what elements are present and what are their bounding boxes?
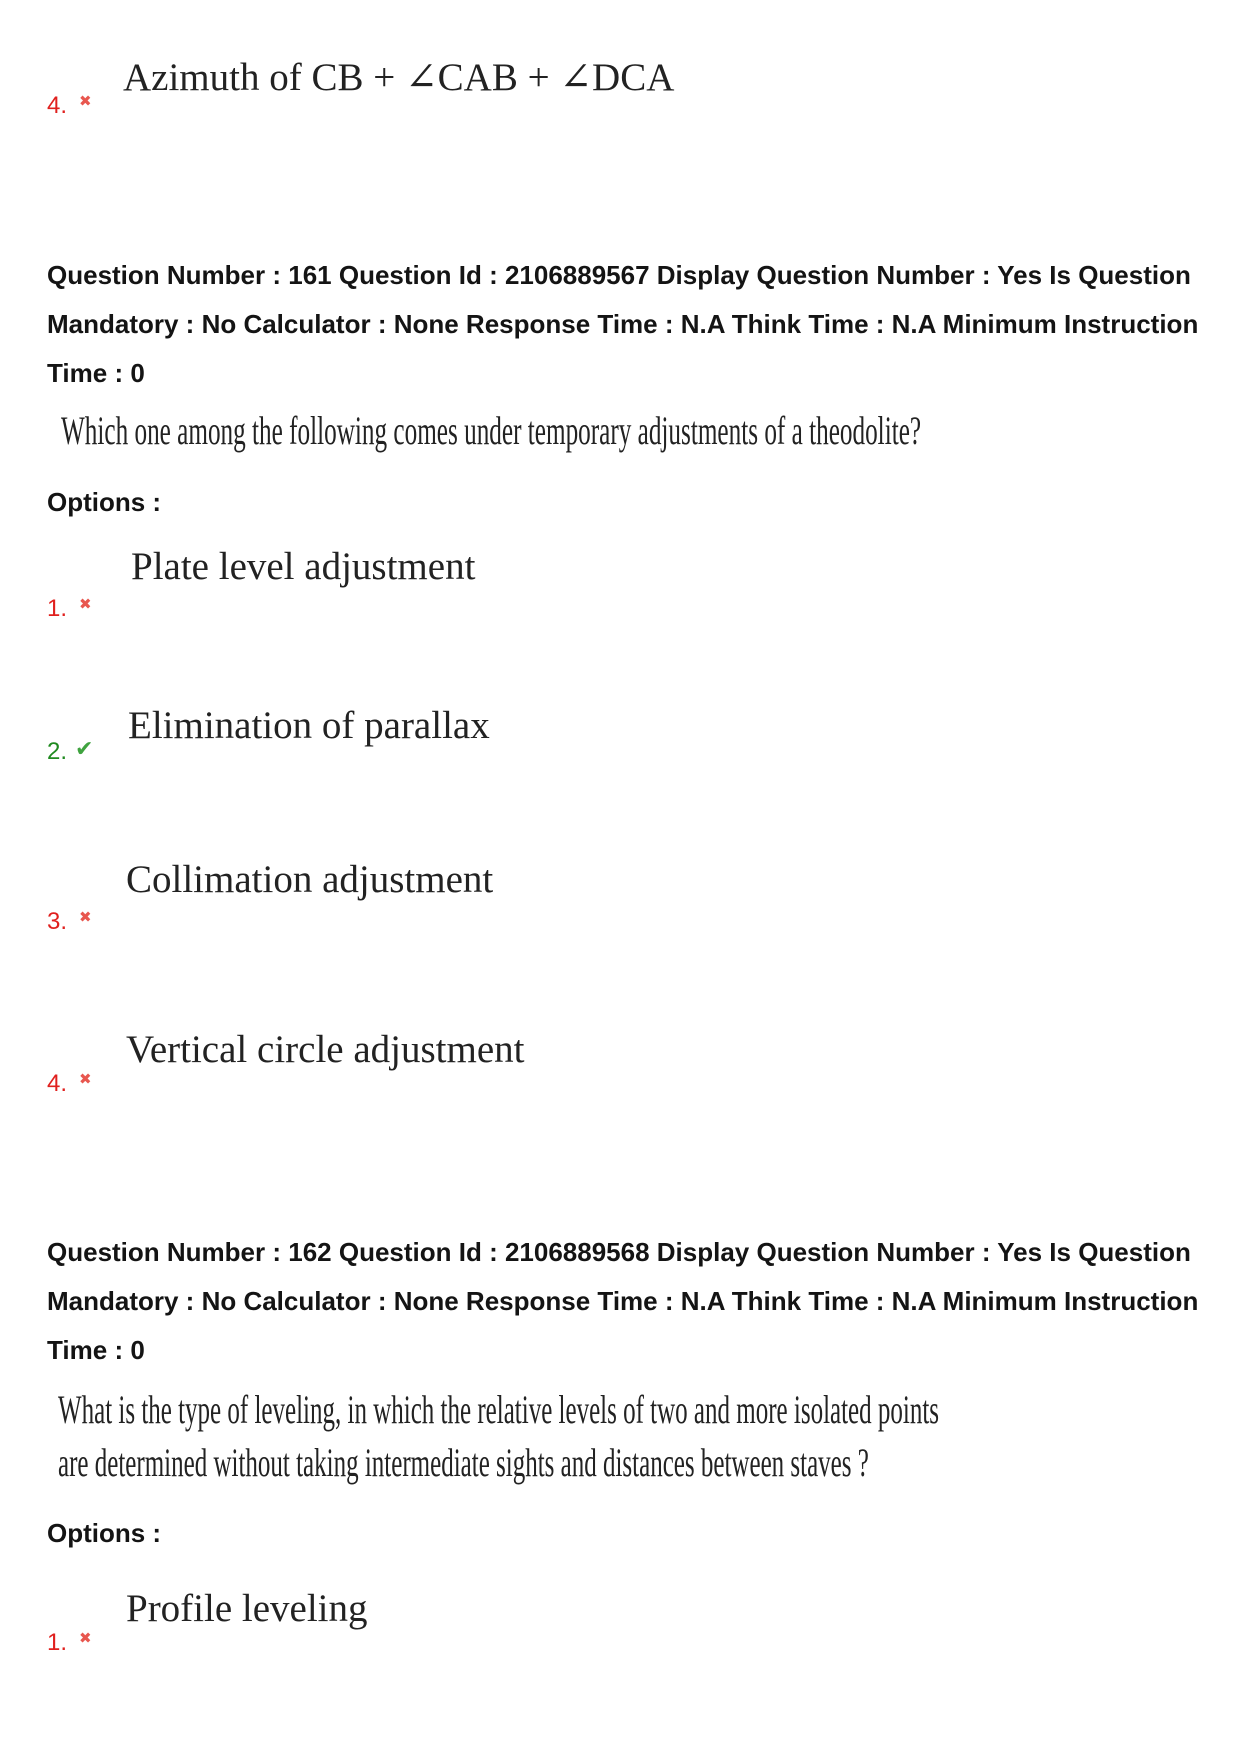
option-text: Vertical circle adjustment bbox=[126, 1028, 525, 1071]
option-text: Collimation adjustment bbox=[126, 858, 494, 901]
question-text-line: are determined without taking intermediate sights and distances between staves ? bbox=[58, 1440, 869, 1485]
option-label bbox=[47, 1070, 92, 1098]
options-heading: Options : bbox=[47, 1518, 162, 1548]
question-text-line: What is the type of leveling, in which the relative levels of two and more isolated points bbox=[58, 1387, 940, 1432]
question-text: Which one among the following comes under temporary adjustments of a theodolite? bbox=[61, 408, 922, 453]
option-label bbox=[47, 1629, 92, 1657]
question-header-line: Time : 0 bbox=[47, 358, 145, 388]
question-header-line: Mandatory : No Calculator : None Response Time : N.A Think Time : N.A Minimum Instruction bbox=[47, 309, 1199, 339]
cross-icon bbox=[79, 1631, 92, 1646]
option-text: Plate level adjustment bbox=[131, 545, 476, 588]
question-header-line: Question Number : 162 Question Id : 2106889568 Display Question Number : Yes Is Question bbox=[47, 1237, 1191, 1267]
option-number: 4. bbox=[47, 92, 68, 119]
option-label bbox=[47, 738, 93, 766]
check-icon bbox=[75, 739, 93, 761]
question-header-line: Time : 0 bbox=[47, 1335, 145, 1365]
option-number: 3. bbox=[47, 908, 68, 935]
cross-icon bbox=[79, 597, 92, 612]
cross-icon bbox=[79, 1072, 92, 1087]
option-label bbox=[47, 92, 92, 120]
question-header-line: Mandatory : No Calculator : None Response Time : N.A Think Time : N.A Minimum Instruction bbox=[47, 1286, 1199, 1316]
option-text: Azimuth of CB + ∠CAB + ∠DCA bbox=[123, 56, 675, 99]
options-heading: Options : bbox=[47, 487, 162, 517]
option-label bbox=[47, 908, 92, 936]
cross-icon bbox=[79, 94, 92, 109]
option-number: 1. bbox=[47, 1629, 68, 1656]
cross-icon bbox=[79, 910, 92, 925]
option-number: 4. bbox=[47, 1070, 68, 1097]
option-number: 1. bbox=[47, 595, 68, 622]
option-number: 2. bbox=[47, 738, 68, 765]
option-text: Elimination of parallax bbox=[128, 704, 490, 747]
option-text: Profile leveling bbox=[126, 1587, 368, 1630]
question-header-line: Question Number : 161 Question Id : 2106889567 Display Question Number : Yes Is Question bbox=[47, 260, 1191, 290]
option-label bbox=[47, 595, 92, 623]
